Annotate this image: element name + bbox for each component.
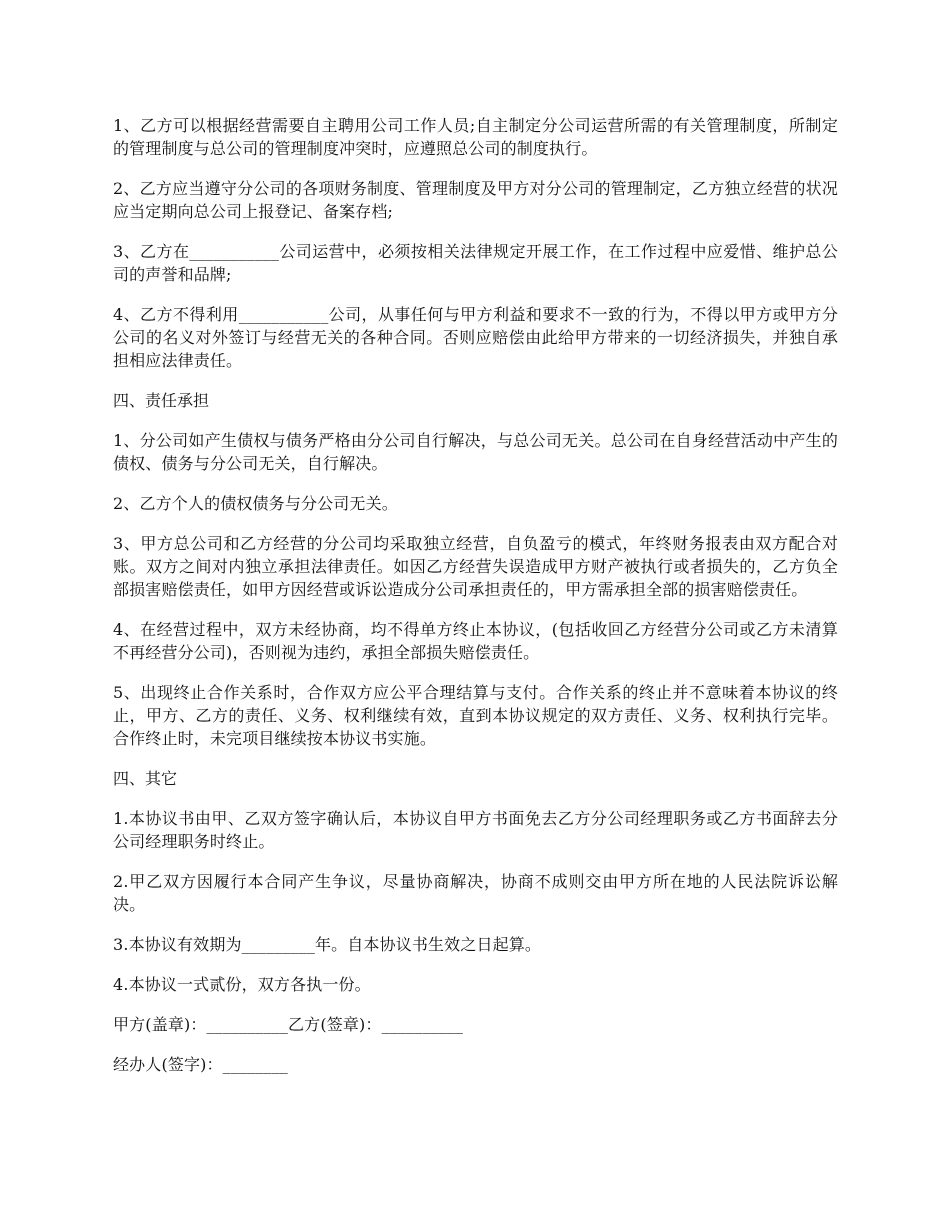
clause-b2: 2、乙方应当遵守分公司的各项财务制度、管理制度及甲方对分公司的管理制定，乙方独立经营的状况应当定期向总公司上报登记、备案存档; [113, 179, 838, 221]
liability-clause-2: 2、乙方个人的债权债务与分公司无关。 [113, 494, 398, 513]
liability-clause-1: 1、分公司如产生债权与债务严格由分公司自行解决，与总公司无关。总公司在自身经营活动中产生的债权、债务与分公司无关，自行解决。 [113, 431, 838, 473]
other-clause-3: 3.本协议有效期为_________年。自本协议书生效之日起算。 [113, 935, 542, 954]
clause-b1: 1、乙方可以根据经营需要自主聘用公司工作人员;自主制定分公司运营所需的有关管理制度，所制定的管理制度与总公司的管理制度冲突时，应遵照总公司的制度执行。 [113, 116, 838, 158]
liability-clause-5: 5、出现终止合作关系时，合作双方应公平合理结算与支付。合作关系的终止并不意味着本协议的终止，甲方、乙方的责任、义务、权利继续有效，直到本协议规定的双方责任、义务、权利执行完毕。合作终止时，未完项目继续按本协议书实施。 [113, 683, 838, 748]
document-page [113, 114, 838, 1093]
liability-clause-4: 4、在经营过程中，双方未经协商，均不得单方终止本协议，(包括收回乙方经营分公司或乙方未清算不再经营分公司)，否则视为违约，承担全部损失赔偿责任。 [113, 620, 838, 662]
other-clause-4: 4.本协议一式贰份，双方各执一份。 [113, 975, 371, 994]
clause-b4: 4、乙方不得利用___________公司，从事任何与甲方利益和要求不一致的行为，不得以甲方或甲方分公司的名义对外签订与经营无关的各种合同。否则应赔偿由此给甲方带来的一切经济损失，并独自承担相应法律责任。 [113, 305, 838, 370]
signature-parties-line: 甲方(盖章)：__________乙方(签章)：__________ [113, 1015, 464, 1034]
section-heading-liability: 四、责任承担 [113, 391, 210, 410]
other-clause-2: 2.甲乙双方因履行本合同产生争议，尽量协商解决，协商不成则交由甲方所在地的人民法院诉讼解决。 [113, 872, 838, 914]
clause-b3: 3、乙方在___________公司运营中，必须按相关法律规定开展工作，在工作过程中应爱惜、维护总公司的声誉和品牌; [113, 242, 838, 284]
section-heading-other: 四、其它 [113, 769, 178, 788]
other-clause-1: 1.本协议书由甲、乙双方签字确认后，本协议自甲方书面免去乙方分公司经理职务或乙方书面辞去分公司经理职务时终止。 [113, 809, 838, 851]
signature-agent-line: 经办人(签字)：________ [113, 1055, 288, 1074]
liability-clause-3: 3、甲方总公司和乙方经营的分公司均采取独立经营，自负盈亏的模式，年终财务报表由双方配合对账。双方之间对内独立承担法律责任。如因乙方经营失误造成甲方财产被执行或者损失的，乙方负全部损害赔偿责任，如甲方因经营或诉讼造成分公司承担责任的，甲方需承担全部的损害赔偿责任。 [113, 534, 838, 599]
